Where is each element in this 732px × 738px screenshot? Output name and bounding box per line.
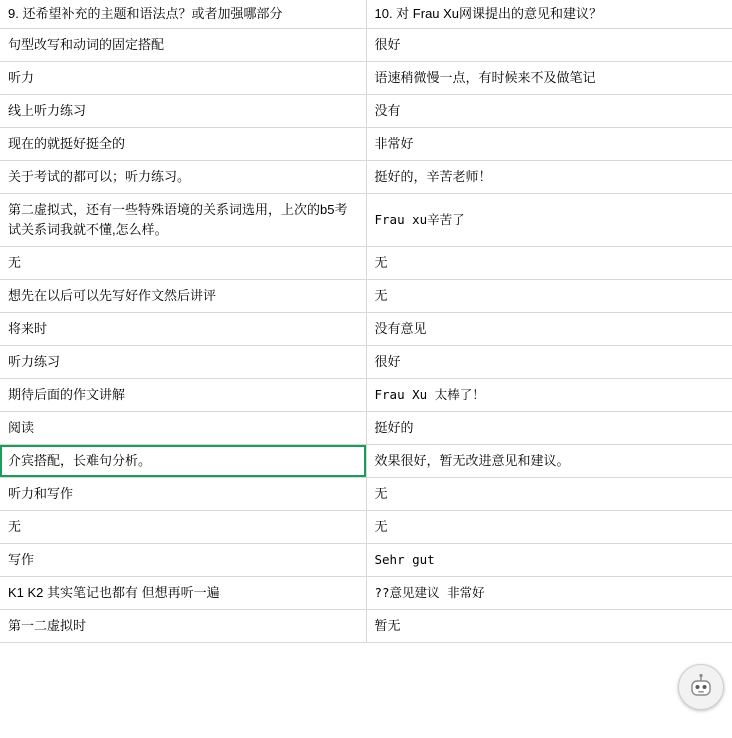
cell-feedback[interactable] — [366, 29, 732, 62]
column-header-1[interactable] — [0, 0, 366, 29]
cell-topic[interactable] — [0, 280, 366, 313]
cell-text: 无 — [374, 255, 388, 270]
cell-text: ??意见建议 非常好 — [374, 585, 485, 600]
table-row — [0, 62, 732, 95]
cell-text: 无 — [374, 486, 388, 501]
cell-text: 无 — [374, 288, 388, 303]
cell-text: 第二虚拟式，还有一些特殊语境的关系词选用，上次的b5考试关系词我就不懂,怎么样。 — [8, 202, 348, 237]
cell-feedback[interactable] — [366, 62, 732, 95]
table-row — [0, 194, 732, 247]
cell-feedback[interactable] — [366, 247, 732, 280]
table-row — [0, 95, 732, 128]
cell-topic[interactable] — [0, 412, 366, 445]
cell-topic[interactable] — [0, 313, 366, 346]
cell-text: 非常好 — [374, 136, 414, 151]
cell-text: 挺好的，辛苦老师！ — [374, 169, 492, 184]
table-row — [0, 280, 732, 313]
cell-text: 无 — [8, 519, 22, 534]
cell-topic[interactable] — [0, 346, 366, 379]
cell-text: Frau Xu 太棒了！ — [374, 387, 485, 402]
cell-text: K1 K2 其实笔记也都有 但想再听一遍 — [8, 585, 220, 600]
cell-feedback[interactable] — [366, 412, 732, 445]
table-row — [0, 544, 732, 577]
cell-feedback[interactable] — [366, 379, 732, 412]
cell-text: 想先在以后可以先写好作文然后讲评 — [8, 288, 217, 303]
cell-text: 现在的就挺好挺全的 — [8, 136, 126, 151]
cell-topic[interactable] — [0, 577, 366, 610]
cell-text: 第一二虚拟时 — [8, 618, 87, 633]
cell-topic[interactable] — [0, 62, 366, 95]
cell-feedback[interactable] — [366, 610, 732, 643]
cell-text: 无 — [374, 519, 388, 534]
table-row — [0, 379, 732, 412]
table-row — [0, 161, 732, 194]
cell-text: 线上听力练习 — [8, 103, 87, 118]
table-row — [0, 128, 732, 161]
cell-topic[interactable] — [0, 161, 366, 194]
column-header-2[interactable] — [366, 0, 732, 29]
cell-text: 语速稍微慢一点，有时候来不及做笔记 — [374, 70, 596, 85]
cell-topic[interactable] — [0, 247, 366, 280]
cell-text: 听力和写作 — [8, 486, 74, 501]
table-row — [0, 445, 732, 478]
cell-topic[interactable] — [0, 128, 366, 161]
cell-topic[interactable] — [0, 445, 366, 478]
cell-topic[interactable] — [0, 478, 366, 511]
table-row — [0, 610, 732, 643]
cell-text: 关于考试的都可以；听力练习。 — [8, 169, 191, 184]
cell-text: 没有意见 — [374, 321, 427, 336]
table-row — [0, 412, 732, 445]
cell-feedback[interactable] — [366, 161, 732, 194]
cell-text: 写作 — [8, 552, 35, 567]
cell-text: 期待后面的作文讲解 — [8, 387, 126, 402]
table-row — [0, 577, 732, 610]
cell-text: 无 — [8, 255, 22, 270]
cell-topic[interactable] — [0, 29, 366, 62]
cell-text: Sehr gut — [374, 552, 435, 567]
cell-text: 将来时 — [8, 321, 48, 336]
cell-topic[interactable] — [0, 544, 366, 577]
cell-feedback[interactable] — [366, 280, 732, 313]
table-row — [0, 29, 732, 62]
cell-feedback[interactable] — [366, 544, 732, 577]
cell-feedback[interactable] — [366, 478, 732, 511]
cell-feedback[interactable] — [366, 511, 732, 544]
cell-text: 暂无 — [374, 618, 401, 633]
cell-text: 挺好的 — [374, 420, 414, 435]
column-header-label: 9. 还希望补充的主题和语法点？或者加强哪部分 — [8, 6, 283, 21]
cell-text: 没有 — [374, 103, 401, 118]
column-header-label: 10. 对 Frau Xu网课提出的意见和建议？ — [374, 6, 603, 21]
cell-text: 效果很好，暂无改进意见和建议。 — [374, 453, 570, 468]
cell-text: 很好 — [374, 354, 401, 369]
table-row — [0, 313, 732, 346]
cell-topic[interactable] — [0, 379, 366, 412]
cell-feedback[interactable] — [366, 194, 732, 247]
cell-topic[interactable] — [0, 194, 366, 247]
cell-text: 很好 — [374, 37, 401, 52]
cell-feedback[interactable] — [366, 445, 732, 478]
cell-text: 听力练习 — [8, 354, 61, 369]
cell-feedback[interactable] — [366, 346, 732, 379]
cell-text: Frau xu辛苦了 — [374, 212, 465, 227]
cell-text: 阅读 — [8, 420, 35, 435]
table-row — [0, 511, 732, 544]
cell-text: 介宾搭配，长难句分析。 — [8, 453, 152, 468]
cell-feedback[interactable] — [366, 95, 732, 128]
robot-assistant-icon[interactable] — [678, 664, 724, 710]
cell-text: 听力 — [8, 70, 35, 85]
cell-topic[interactable] — [0, 511, 366, 544]
cell-feedback[interactable] — [366, 313, 732, 346]
cell-text: 句型改写和动词的固定搭配 — [8, 37, 165, 52]
table-row — [0, 247, 732, 280]
table-row — [0, 346, 732, 379]
cell-feedback[interactable] — [366, 577, 732, 610]
cell-topic[interactable] — [0, 610, 366, 643]
cell-topic[interactable] — [0, 95, 366, 128]
table-row — [0, 478, 732, 511]
table-header-row — [0, 0, 732, 29]
cell-feedback[interactable] — [366, 128, 732, 161]
